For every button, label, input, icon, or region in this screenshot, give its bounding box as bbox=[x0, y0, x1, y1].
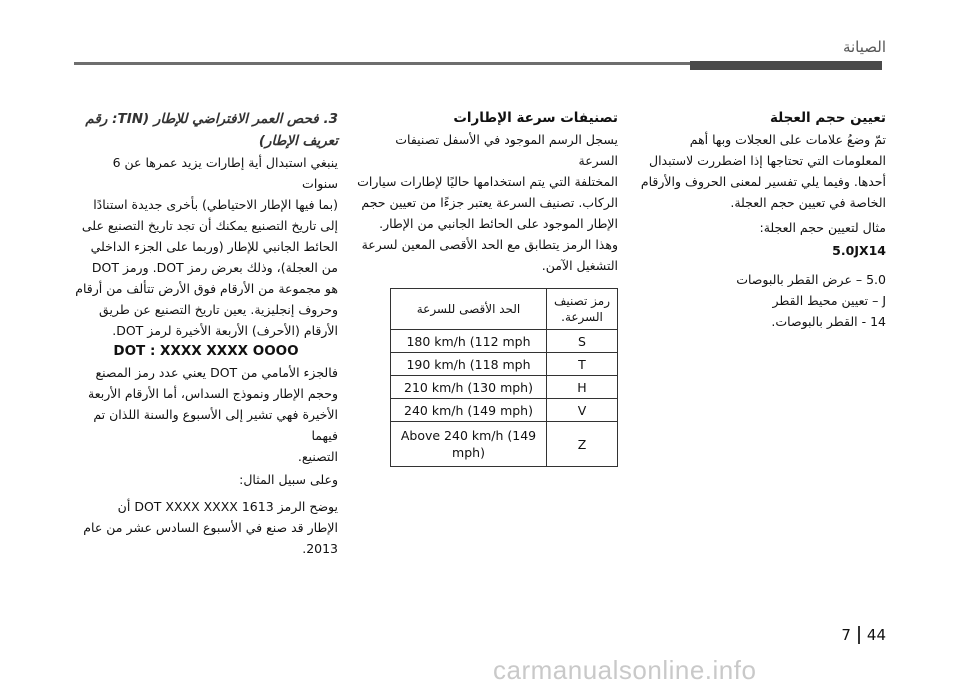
table-row bbox=[391, 422, 618, 467]
paragraph-line: الإطار الموجود على الحائط الجانبي من الإطار. bbox=[379, 216, 618, 231]
paragraph-line: الحائط الجانبي للإطار (وربما على الجزء الداخلي bbox=[90, 239, 338, 254]
paragraph-line: إلى تاريخ التصنيع يمكنك أن تجد تاريخ التصنيع على bbox=[81, 218, 338, 233]
paragraph-line: الأخيرة فهي تشير إلى الأسبوع والسنة اللذان تم فيهما bbox=[93, 407, 338, 443]
table-cell: Above 240 km/h (149 mph) bbox=[391, 422, 547, 467]
paragraph-line: أحدها. وفيما يلي تفسير لمعنى الحروف والأرقام bbox=[640, 174, 886, 189]
dot-code: DOT : XXXX XXXX OOOO bbox=[113, 343, 299, 359]
table-cell: V bbox=[547, 399, 618, 422]
table-cell: 180 km/h (112 mph bbox=[391, 330, 547, 353]
table-header: الحد الأقصى للسرعة bbox=[391, 289, 547, 330]
table-cell: S bbox=[547, 330, 618, 353]
paragraph-line: 2013. bbox=[302, 541, 338, 556]
table-cell: H bbox=[547, 376, 618, 399]
paragraph-line: المعلومات التي تحتاجها إذا اضطررت لاستبدال bbox=[649, 153, 886, 168]
paragraph-line: من العجلة)، وذلك بعرض رمز DOT. ورمز DOT bbox=[91, 260, 338, 275]
table-row bbox=[391, 399, 618, 422]
table-row bbox=[391, 353, 618, 376]
table-cell: Z bbox=[547, 422, 618, 467]
column-speed-ratings bbox=[356, 108, 618, 467]
column-tire-age bbox=[74, 108, 338, 559]
page-number-divider bbox=[858, 626, 860, 644]
paragraph-line: ينبغي استبدال أية إطارات يزيد عمرها عن 6 سنوات bbox=[112, 155, 338, 191]
paragraph-line: هو مجموعة من الأرقام فوق الأرض تتألف من أرقام bbox=[75, 281, 338, 296]
watermark: carmanualsonline.info bbox=[493, 655, 757, 685]
list-item: 5.0 – عرض القطر بالبوصات bbox=[736, 272, 886, 287]
table-header: رمز تصنيف السرعة. bbox=[547, 289, 618, 330]
section-heading: تعيين حجم العجلة bbox=[769, 110, 886, 126]
table-cell: 210 km/h (130 mph) bbox=[391, 376, 547, 399]
section-heading: 3. فحص العمر الافتراضي للإطار (TIN: رقم تعريف الإطار) bbox=[85, 111, 338, 149]
table-row bbox=[391, 376, 618, 399]
header-title: الصيانة bbox=[842, 38, 886, 56]
paragraph-line: وحجم الإطار ونموذج السداس، أما الأرقام الأربعة bbox=[88, 386, 338, 401]
table-cell: 240 km/h (149 mph) bbox=[391, 399, 547, 422]
table-cell: 190 km/h (118 mph bbox=[391, 353, 547, 376]
paragraph-line: وحروف إنجليزية. يعين تاريخ التصنيع عن طريق bbox=[99, 302, 338, 317]
paragraph-line: يوضح الرمز DOT XXXX XXXX 1613 أن bbox=[117, 499, 338, 514]
paragraph-line: الركاب. تصنيف السرعة يعتبر جزءًا من تعيين حجم bbox=[361, 195, 618, 210]
speed-rating-table bbox=[390, 288, 618, 467]
example-label: وعلى سبيل المثال: bbox=[239, 472, 338, 487]
page-number bbox=[841, 626, 886, 644]
chapter-number: 7 bbox=[841, 626, 851, 644]
paragraph-line: الخاصة في تعيين حجم العجلة. bbox=[730, 195, 886, 210]
paragraph-line: الإطار قد صنع في الأسبوع السادس عشر من عام bbox=[83, 520, 338, 535]
paragraph-line: تمّ وضعُ علامات على العجلات وبها أهم bbox=[689, 132, 886, 147]
table-header-row bbox=[391, 289, 618, 330]
list-item: J – تعيين محيط القطر bbox=[772, 293, 886, 308]
paragraph-line: التشغيل الآمن. bbox=[541, 258, 618, 273]
paragraph-line: الأرقام (الأحرف) الأربعة الأخيرة لرمز DOT. bbox=[112, 323, 338, 338]
size-code: 5.0JX14 bbox=[832, 243, 886, 258]
table-row bbox=[391, 330, 618, 353]
paragraph-line: التصنيع. bbox=[297, 449, 338, 464]
list-item: 14 - القطر بالبوصات. bbox=[771, 314, 886, 329]
column-wheel-size bbox=[636, 108, 886, 332]
page-number-value: 44 bbox=[866, 626, 886, 644]
paragraph-line: المختلفة التي يتم استخدامها حاليًا لإطارات سيارات bbox=[357, 174, 618, 189]
section-heading: تصنيفات سرعة الإطارات bbox=[453, 110, 618, 126]
example-label: مثال لتعيين حجم العجلة: bbox=[759, 220, 886, 235]
paragraph-line: يسجل الرسم الموجود في الأسفل تصنيفات السرعة bbox=[395, 132, 618, 168]
paragraph-line: فالجزء الأمامي من DOT يعني عدد رمز المصنع bbox=[95, 365, 338, 380]
paragraph-line: وهذا الرمز يتطابق مع الحد الأقصى المعين لسرعة bbox=[361, 237, 618, 252]
paragraph-line: (بما فيها الإطار الاحتياطي) بأخرى جديدة استنادًا bbox=[93, 197, 338, 212]
table-cell: T bbox=[547, 353, 618, 376]
header-rule-accent bbox=[690, 61, 882, 70]
